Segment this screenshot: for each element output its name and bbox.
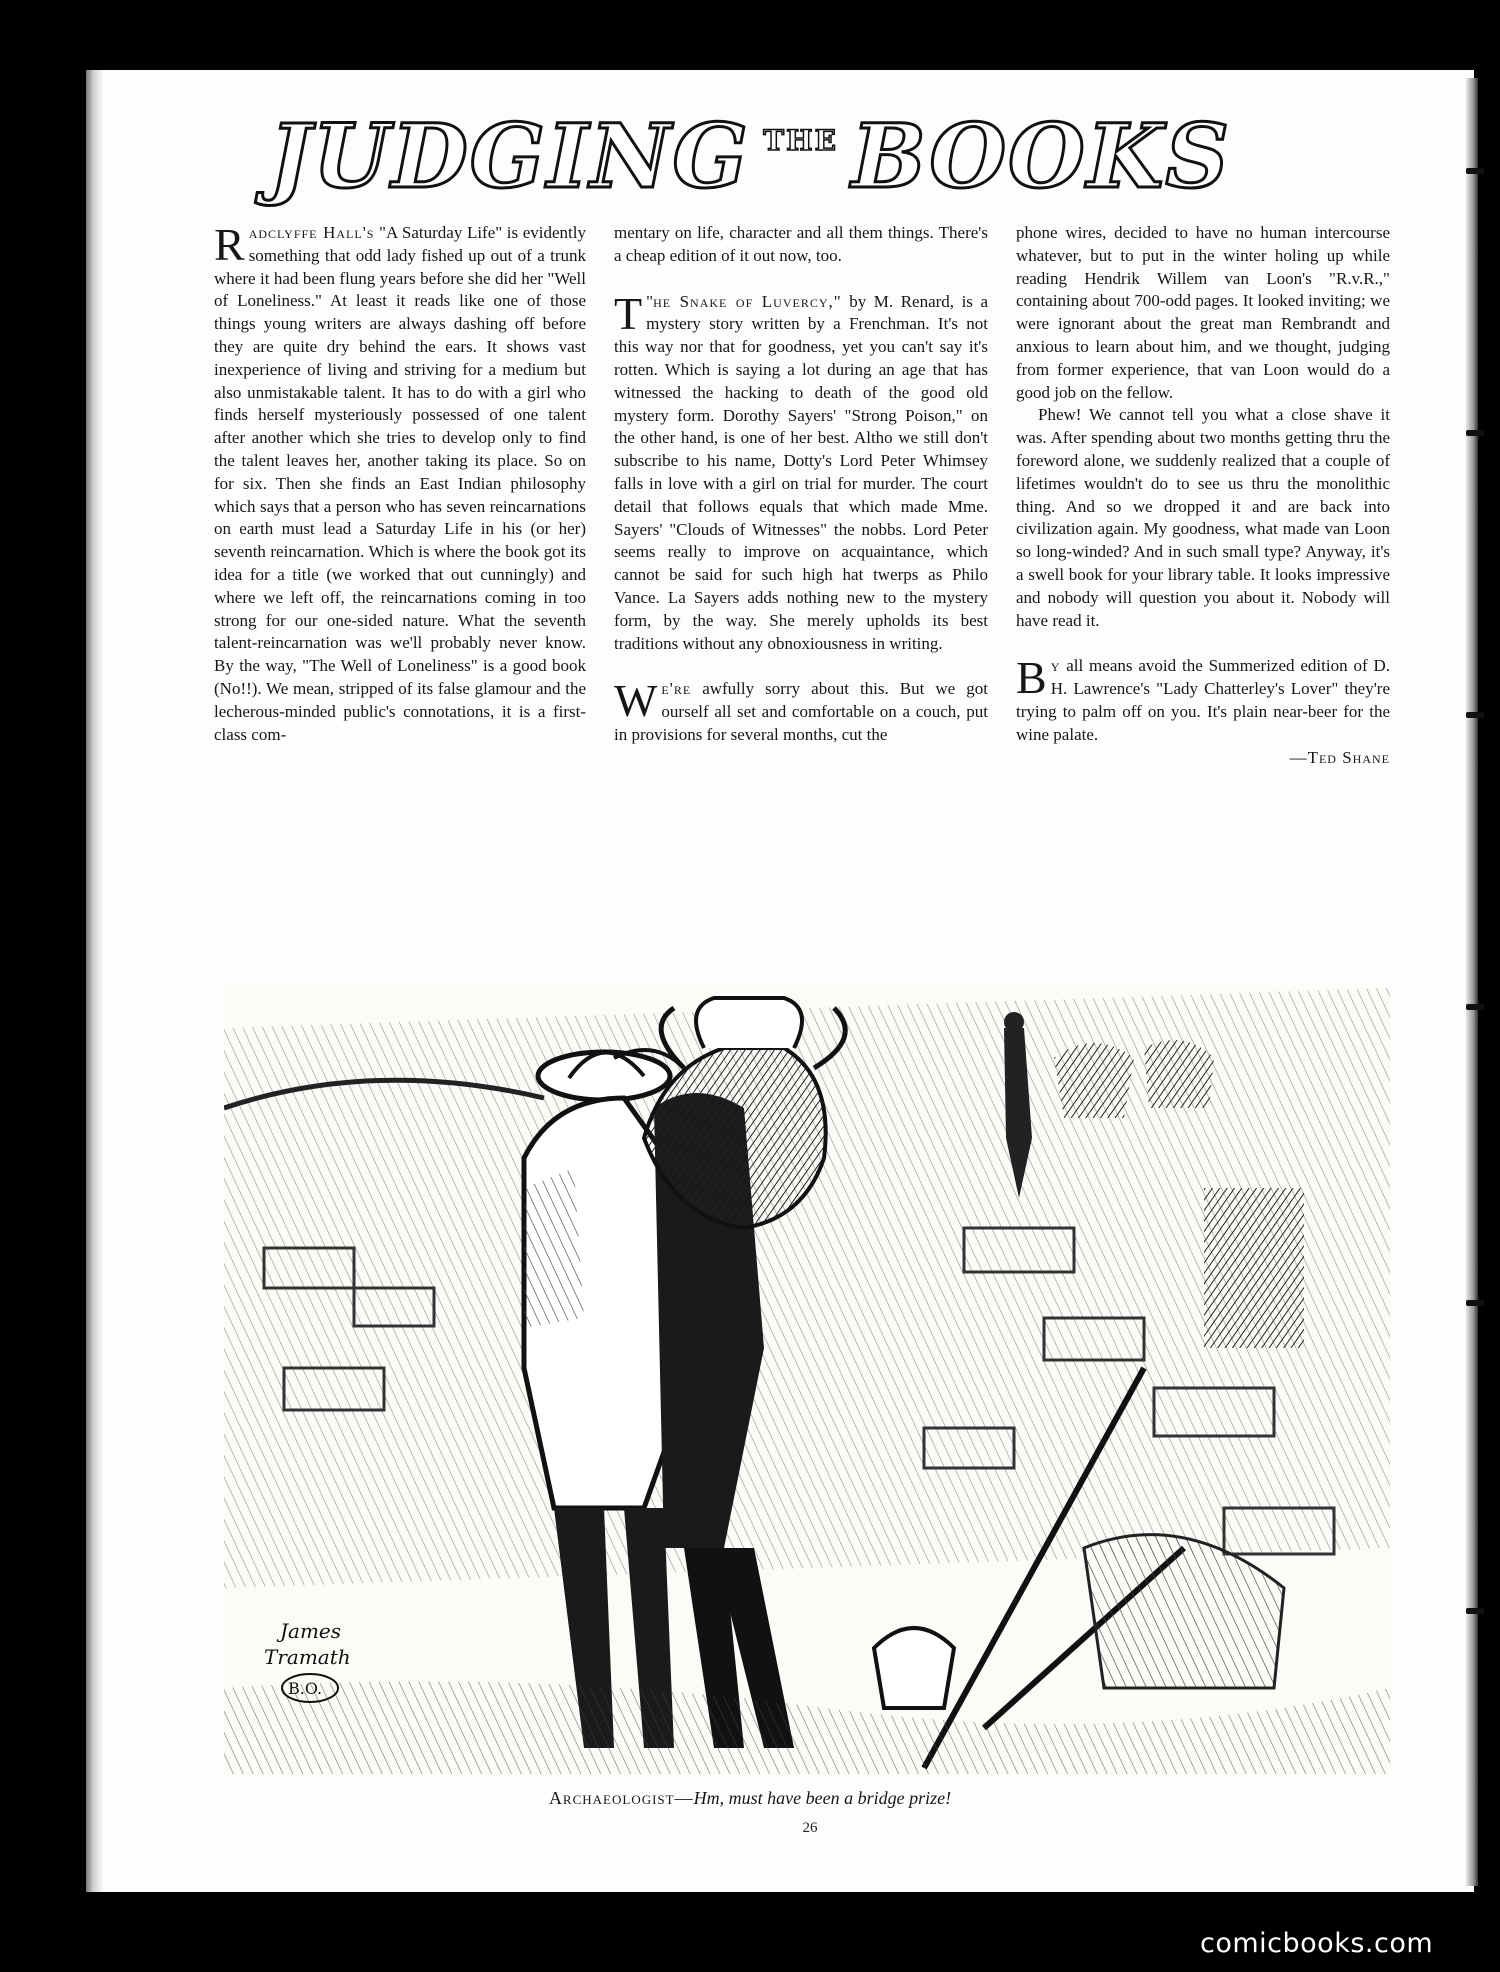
page-binding-edge xyxy=(1466,78,1478,1886)
caption-line: Hm, must have been a bridge prize! xyxy=(693,1788,952,1808)
illustration-caption xyxy=(0,1788,1500,1809)
signature-line-2: Tramath xyxy=(264,1645,351,1669)
drop-cap: T xyxy=(614,287,643,339)
lead-in: adclyffe Hall's xyxy=(248,223,375,242)
lead-in: e're xyxy=(661,679,692,699)
review-saturday-life: "A Saturday Life" is evidently something that odd lady fished up out of a trunk where it had been flung years before she did her "Well of Loneliness." At least it reads like one of those things young writers are always dashing off before they are quite dry behind the ears. It shows vast inexperience of living and striving for a medium but also unmistakable talent. It has to do with a girl who finds herself mysteriously possessed of one talent after another which she tries to develop only to find the talent leaves her, another taking its place. So on for six. Then she finds an East Indian philosophy which says that a person who has seven reincarnations on earth must lead a Saturday Life in his (or her) seventh reincarnation. Which is where the book got its idea for a title (we worked that out cunningly) and where we left off, the reincarnations coming in too strong for our one-sided nature. What the seventh talent-reincarnation was we'll probably never know. By the way, "The Well of Loneliness" is a good book (No!!). We mean, stripped of its false glamour and the lecherous-minded public's connotations, it is a first-class com- xyxy=(214,223,587,744)
review-continuation: mentary on life, character and all them things. There's a cheap edition of it out now, too. xyxy=(614,223,988,265)
title-word-the: THE xyxy=(763,123,838,157)
title-word-judging: JUDGING xyxy=(269,104,750,208)
binding-mark xyxy=(1466,712,1484,718)
binding-mark xyxy=(1466,1608,1484,1614)
lead-in: he Snake of Luvercy," xyxy=(653,291,842,311)
review-lady-chatterley: all means avoid the Summerized edition of D. H. Lawrence's "Lady Chatterley's Lover" they're trying to palm off on you. It's plain near-beer for the wine palate. xyxy=(1016,656,1390,744)
drop-cap: W xyxy=(614,675,658,727)
open-quote: " xyxy=(646,291,654,311)
binding-mark xyxy=(1466,430,1484,436)
article-column-1 xyxy=(214,219,587,746)
title-word-books: BOOKS xyxy=(851,104,1231,208)
caption-speaker: Archaeologist— xyxy=(548,1788,694,1808)
drop-cap: B xyxy=(1016,652,1047,704)
article-column-2 xyxy=(614,222,988,747)
signature-initials: B.O. xyxy=(288,1679,323,1698)
binding-mark xyxy=(1466,1004,1484,1010)
review-rvr-start: awfully sorry about this. But we got ourself all set and comfortable on a couch, put in provisions for several months, cut the xyxy=(614,679,988,744)
site-watermark: comicbooks.com xyxy=(1200,1928,1434,1959)
review-snake-of-luvercy: by M. Renard, is a mystery story written by a Frenchman. It's not this way nor that for goodness, yet you can't say it's rotten. Which is saying a lot during an age that has witnessed the hacking to death of the good old mystery form. Dorothy Sayers' "Strong Poison," on the other hand, is one of her best. Altho we still don't subscribe to his name, Dotty's Lord Peter Whimsey falls in love with a girl on trial for murder. The court detail that follows equals that which made Mme. Sayers' "Clouds of Witnesses" the nobbs. Lord Peter seems really to improve on acquaintance, which cannot be said for such high hat twerps as Philo Vance. La Sayers adds nothing new to the mystery form, by the way. She merely upholds its best traditions without any obnoxiousness in writing. xyxy=(614,291,989,653)
page-number: 26 xyxy=(802,1820,818,1836)
review-rvr-verdict: Phew! We cannot tell you what a close shave it was. After spending about two months getting thru the foreword alone, we suddenly realized that a couple of lifetimes wouldn't do to see us thru the monolithic thing. And so we dropped it and are back into civilization again. My goodness, what made van Loon so long-winded? And in such small type? Anyway, it's a swell book for your library table. It looks impressive and nobody will question you about it. Nobody will have read it. xyxy=(1016,405,1390,630)
cartoon-illustration xyxy=(224,988,1390,1774)
binding-mark xyxy=(1466,1300,1484,1306)
article-column-3 xyxy=(1016,222,1390,769)
signature-line-1: James xyxy=(280,1619,342,1643)
review-rvr-continuation: phone wires, decided to have no human intercourse whatever, but to put in the winter holing up while reading Hendrik Willem van Loon's "R.v.R.," containing about 700-odd pages. It looked inviting; we were ignorant about the great man Rembrandt and anxious to learn about him, and we thought, judging from former experience, that van Loon would do a good job on the fellow. xyxy=(1016,223,1390,402)
page-left-edge xyxy=(86,70,104,1892)
author-signoff: —Ted Shane xyxy=(1289,747,1390,767)
drop-cap: R xyxy=(214,219,245,270)
page-title xyxy=(0,104,1500,208)
lead-in: y xyxy=(1050,656,1061,676)
